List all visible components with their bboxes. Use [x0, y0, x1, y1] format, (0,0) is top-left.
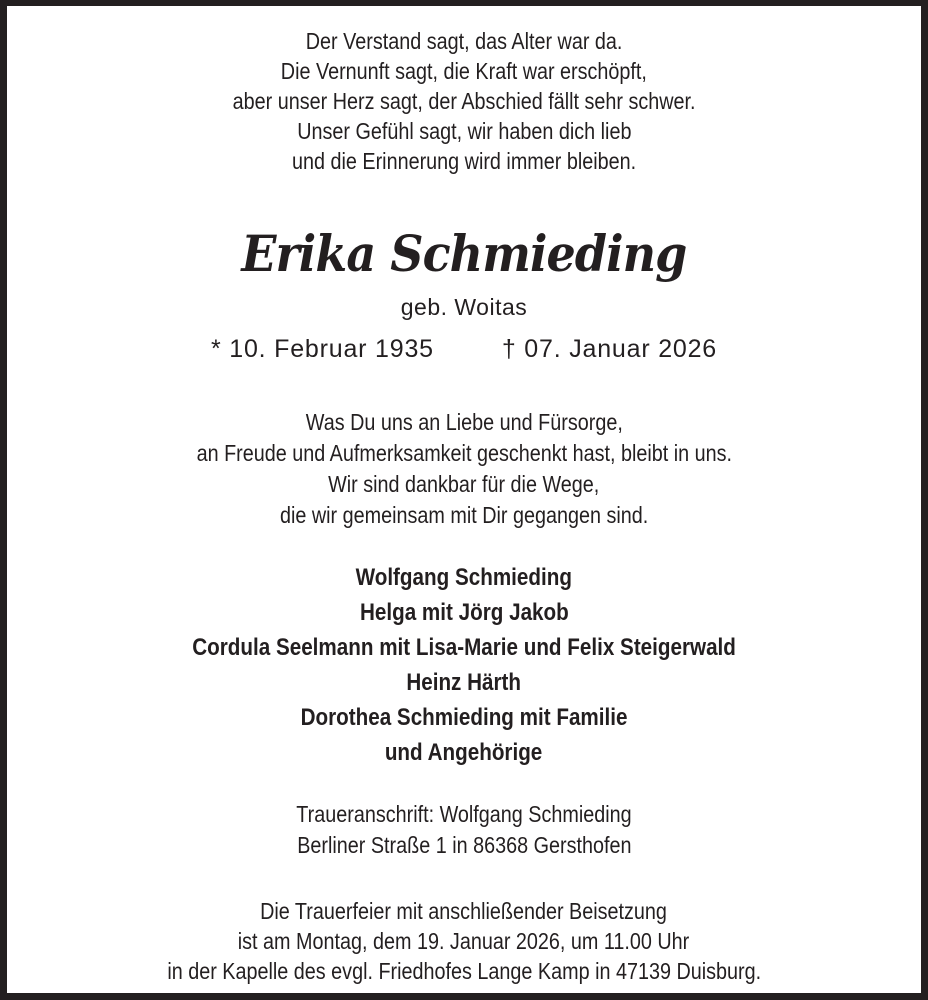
poem-line: Die Vernunft sagt, die Kraft war erschöpft, [280, 58, 648, 84]
address-line: Berliner Straße 1 in 86368 Gersthofen [296, 832, 632, 858]
service-line: ist am Montag, dem 19. Januar 2026, um 11.00 Uhr [238, 928, 690, 954]
mourner-line: Heinz Härth [406, 669, 522, 696]
poem-line: aber unser Herz sagt, der Abschied fällt sehr schwer. [232, 88, 696, 114]
tribute-line: Was Du uns an Liebe und Fürsorge, [305, 409, 623, 435]
service-line: Die Trauerfeier mit anschließender Beisetzung [260, 898, 668, 924]
address-line: Traueranschrift: Wolfgang Schmieding [296, 801, 632, 827]
mourner-line: und Angehörige [385, 739, 543, 766]
mourner-line: Helga mit Jörg Jakob [359, 599, 569, 626]
mourner-line: Dorothea Schmieding mit Familie [300, 704, 628, 731]
poem-line: Der Verstand sagt, das Alter war da. [305, 28, 623, 54]
birth-date: * 10. Februar 1935 [210, 335, 434, 363]
tribute-line: Wir sind dankbar für die Wege, [328, 471, 600, 497]
death-date: † 07. Januar 2026 [501, 335, 718, 363]
obituary-notice [7, 6, 921, 993]
poem-line: Unser Gefühl sagt, wir haben dich lieb [296, 118, 632, 144]
maiden-name: geb. Woitas [400, 294, 528, 320]
mourner-line: Cordula Seelmann mit Lisa-Marie und Felix Steigerwald [192, 634, 736, 661]
tribute-line: an Freude und Aufmerksamkeit geschenkt hast, bleibt in uns. [196, 440, 732, 466]
life-dates [7, 335, 921, 364]
poem-line: und die Erinnerung wird immer bleiben. [291, 148, 637, 174]
deceased-name: Erika Schmieding [241, 224, 687, 283]
service-line: in der Kapelle des evgl. Friedhofes Lange Kamp in 47139 Duisburg. [167, 958, 761, 984]
tribute-line: die wir gemeinsam mit Dir gegangen sind. [279, 502, 649, 528]
mourner-line: Wolfgang Schmieding [355, 564, 573, 591]
